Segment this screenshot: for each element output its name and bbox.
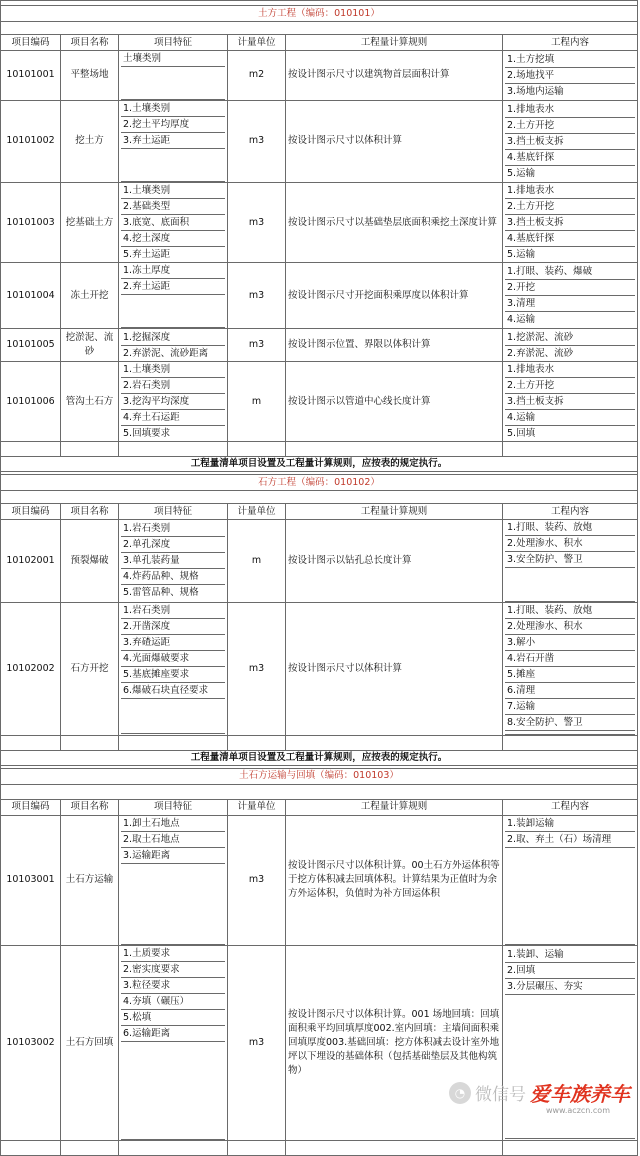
work-item: 2.取、弃土（石）场清理 — [505, 832, 635, 848]
blank-cell — [1, 22, 638, 35]
column-header: 项目名称 — [61, 799, 119, 815]
feature-item: 1.挖掘深度 — [121, 330, 225, 346]
work-cell — [503, 183, 638, 263]
work-item: 2.土方开挖 — [505, 118, 635, 134]
work-cell — [503, 362, 638, 442]
column-header: 计量单位 — [228, 35, 286, 51]
calc-rule: 按设计图示以管道中心线长度计算 — [286, 362, 503, 442]
wechat-icon: ◔ — [449, 1082, 471, 1104]
work-item: 5.摊座 — [505, 667, 635, 683]
item-unit: m3 — [228, 329, 286, 362]
work-cell — [503, 100, 638, 183]
item-name: 挖淤泥、流砂 — [61, 329, 119, 362]
work-item: 1.排地表水 — [505, 102, 635, 118]
work-gap — [505, 848, 635, 945]
work-item: 5.运输 — [507, 167, 536, 179]
calc-rule: 按设计图示尺寸开挖面积乘厚度以体积计算 — [286, 263, 503, 329]
table-row — [1, 602, 638, 735]
empty-cell — [61, 442, 119, 457]
section-title-row — [1, 6, 638, 22]
work-cell — [503, 815, 638, 946]
item-name: 挖土方 — [61, 100, 119, 183]
empty-cell — [228, 735, 286, 750]
feature-item: 2.弃淤泥、流砂距离 — [123, 347, 209, 359]
feature-item: 1.岩石类别 — [121, 521, 225, 537]
item-name: 挖基础土方 — [61, 183, 119, 263]
feature-item: 1.土壤类别 — [121, 101, 225, 117]
column-header: 工程量计算规则 — [286, 504, 503, 520]
column-header: 工程量计算规则 — [286, 799, 503, 815]
item-code: 10102002 — [1, 602, 61, 735]
work-cell — [503, 602, 638, 735]
note-row — [1, 750, 638, 765]
section-title: 土方工程（编码：010101） — [1, 6, 638, 22]
item-unit: m3 — [228, 100, 286, 183]
item-name: 管沟土石方 — [61, 362, 119, 442]
feature-item: 3.单孔装药量 — [121, 553, 225, 569]
work-cell — [503, 51, 638, 101]
feature-item: 5.回填要求 — [123, 428, 171, 439]
column-header: 计量单位 — [228, 504, 286, 520]
table-body — [1, 1, 638, 1156]
empty-cell — [61, 735, 119, 750]
item-name: 冻土开挖 — [61, 263, 119, 329]
feature-cell — [119, 362, 228, 442]
blank-row — [1, 784, 638, 799]
work-item: 4.运输 — [507, 314, 536, 325]
column-header: 项目编码 — [1, 799, 61, 815]
empty-row — [1, 735, 638, 750]
item-name: 土石方回填 — [61, 946, 119, 1141]
empty-cell — [503, 735, 638, 750]
work-item: 3.场地内运输 — [507, 85, 564, 97]
feature-item: 2.单孔深度 — [121, 537, 225, 553]
feature-item: 2.开凿深度 — [121, 619, 225, 635]
item-unit: m3 — [228, 602, 286, 735]
work-cell — [503, 263, 638, 329]
table-row — [1, 815, 638, 946]
feature-item: 6.运输距离 — [121, 1026, 225, 1042]
work-gap — [505, 568, 635, 602]
blank-cell — [1, 491, 638, 504]
item-code: 10102001 — [1, 520, 61, 603]
column-header: 工程内容 — [503, 35, 638, 51]
work-cell — [503, 520, 638, 603]
calc-rule: 按设计图示尺寸以建筑物首层面积计算 — [286, 51, 503, 101]
column-header: 项目特征 — [119, 799, 228, 815]
item-unit: m — [228, 362, 286, 442]
column-header: 项目特征 — [119, 35, 228, 51]
feature-item: 1.冻土厚度 — [121, 263, 225, 279]
feature-item: 3.底宽、底面积 — [121, 215, 225, 231]
watermark-label: 微信号 — [475, 1085, 526, 1105]
work-item: 1.排地表水 — [505, 183, 635, 199]
table-row — [1, 183, 638, 263]
table-row — [1, 51, 638, 101]
feature-cell — [119, 602, 228, 735]
section-title: 土石方运输与回填（编码：010103） — [1, 768, 638, 784]
calc-rule: 按设计图示尺寸以体积计算 — [286, 602, 503, 735]
watermark-brand: 爱车族养车 — [530, 1082, 630, 1106]
work-item: 4.运输 — [505, 410, 635, 426]
feature-cell — [119, 183, 228, 263]
work-item: 3.解小 — [505, 635, 635, 651]
watermark-url: www.aczcn.com — [545, 1106, 610, 1115]
work-item: 4.基底钎探 — [505, 231, 635, 247]
calc-rule: 按设计图示尺寸以体积计算。001 场地回填：回填面积乘平均回填厚度002.室内回填：主墙间面积乘回填厚度003.基础回填：挖方体积减去设计室外地坪以下埋设的基础体积（包括基础垫层及其他构筑物） — [286, 946, 503, 1141]
feature-item: 4.弃土石运距 — [121, 410, 225, 426]
work-item: 7.运输 — [505, 699, 635, 715]
empty-cell — [286, 735, 503, 750]
empty-row — [1, 1141, 638, 1156]
feature-item: 2.取土石地点 — [121, 832, 225, 848]
feature-gap — [121, 295, 225, 328]
work-item: 1.排地表水 — [505, 362, 635, 378]
watermark — [449, 1078, 630, 1107]
work-item: 3.清理 — [505, 296, 635, 312]
table-row — [1, 362, 638, 442]
work-item: 4.基底钎探 — [505, 150, 635, 166]
feature-item: 1.土壤类别 — [121, 362, 225, 378]
column-header: 项目名称 — [61, 35, 119, 51]
empty-cell — [61, 1141, 119, 1156]
empty-cell — [119, 442, 228, 457]
feature-item: 4.光面爆破要求 — [121, 651, 225, 667]
section-note: 工程量清单项目设置及工程量计算规则，应按表的规定执行。 — [1, 457, 638, 472]
column-header: 工程内容 — [503, 799, 638, 815]
work-gap — [505, 731, 635, 735]
feature-item: 3.弃土运距 — [121, 133, 225, 149]
column-header: 项目特征 — [119, 504, 228, 520]
feature-item: 1.土壤类别 — [121, 183, 225, 199]
work-item: 2.土方开挖 — [505, 199, 635, 215]
work-item: 3.挡土板支拆 — [505, 394, 635, 410]
feature-item: 3.弃碴运距 — [121, 635, 225, 651]
section-title-row — [1, 475, 638, 491]
work-item: 3.分层碾压、夯实 — [505, 979, 635, 995]
work-item: 8.安全防护、警卫 — [505, 715, 635, 731]
feature-item: 2.基础类型 — [121, 199, 225, 215]
work-item: 2.开挖 — [505, 280, 635, 296]
item-unit: m3 — [228, 946, 286, 1141]
header-row — [1, 35, 638, 51]
feature-item: 6.爆破石块直径要求 — [121, 683, 225, 699]
item-unit: m3 — [228, 263, 286, 329]
section-title: 石方工程（编码：010102） — [1, 475, 638, 491]
item-code: 10101002 — [1, 100, 61, 183]
feature-item: 4.夯填（碾压） — [121, 994, 225, 1010]
feature-item: 4.炸药品种、规格 — [121, 569, 225, 585]
empty-cell — [1, 442, 61, 457]
item-code: 10101005 — [1, 329, 61, 362]
feature-item: 5.弃土运距 — [123, 249, 171, 260]
feature-item: 5.雷管品种、规格 — [123, 587, 199, 599]
work-item: 2.土方开挖 — [505, 378, 635, 394]
item-unit: m3 — [228, 815, 286, 946]
column-header: 工程量计算规则 — [286, 35, 503, 51]
feature-item: 3.运输距离 — [121, 848, 225, 864]
feature-item: 2.岩石类别 — [121, 378, 225, 394]
work-item: 3.安全防护、警卫 — [505, 552, 635, 568]
header-row — [1, 504, 638, 520]
calc-rule: 按设计图示位置、界限以体积计算 — [286, 329, 503, 362]
feature-gap — [121, 149, 225, 183]
table-row — [1, 263, 638, 329]
feature-cell — [119, 51, 228, 101]
feature-item: 5.松填 — [121, 1010, 225, 1026]
empty-cell — [228, 442, 286, 457]
note-row — [1, 457, 638, 472]
column-header: 项目名称 — [61, 504, 119, 520]
work-item: 1.装卸运输 — [505, 816, 635, 832]
feature-gap — [121, 1042, 225, 1140]
item-unit: m3 — [228, 183, 286, 263]
table-row — [1, 329, 638, 362]
work-item: 6.清理 — [505, 683, 635, 699]
header-row — [1, 799, 638, 815]
work-item: 2.处理渗水、积水 — [505, 536, 635, 552]
work-item: 5.回填 — [507, 428, 536, 439]
empty-cell — [119, 1141, 228, 1156]
work-item: 1.土方挖填 — [505, 52, 635, 68]
feature-cell — [119, 263, 228, 329]
feature-item: 1.卸土石地点 — [121, 816, 225, 832]
calc-rule: 按设计图示尺寸以基础垫层底面积乘挖土深度计算 — [286, 183, 503, 263]
feature-item: 土壤类别 — [121, 51, 225, 67]
feature-item: 2.密实度要求 — [121, 962, 225, 978]
work-item: 3.挡土板支拆 — [505, 215, 635, 231]
column-header: 工程内容 — [503, 504, 638, 520]
empty-row — [1, 442, 638, 457]
section-title-row — [1, 768, 638, 784]
empty-cell — [503, 442, 638, 457]
feature-item: 1.土质要求 — [121, 946, 225, 962]
feature-cell — [119, 100, 228, 183]
item-unit: m — [228, 520, 286, 603]
empty-cell — [286, 1141, 503, 1156]
empty-cell — [1, 1141, 61, 1156]
feature-cell — [119, 946, 228, 1141]
work-item: 2.处理渗水、积水 — [505, 619, 635, 635]
item-name: 预裂爆破 — [61, 520, 119, 603]
blank-row — [1, 491, 638, 504]
work-item: 2.场地找平 — [505, 68, 635, 84]
item-name: 平整场地 — [61, 51, 119, 101]
work-item: 3.挡土板支拆 — [505, 134, 635, 150]
work-item: 1.打眼、装药、爆破 — [505, 264, 635, 280]
feature-gap — [121, 67, 225, 100]
work-gap — [505, 995, 635, 1140]
calc-rule: 按设计图示尺寸以体积计算 — [286, 100, 503, 183]
feature-cell — [119, 329, 228, 362]
work-item: 1.打眼、装药、放炮 — [505, 520, 635, 536]
feature-item: 2.弃土运距 — [121, 279, 225, 295]
item-code: 10101004 — [1, 263, 61, 329]
feature-item: 3.挖沟平均深度 — [121, 394, 225, 410]
work-item: 1.打眼、装药、放炮 — [505, 603, 635, 619]
empty-cell — [119, 735, 228, 750]
feature-gap — [121, 864, 225, 946]
feature-cell — [119, 520, 228, 603]
feature-gap — [121, 699, 225, 734]
column-header: 项目编码 — [1, 504, 61, 520]
item-code: 10103002 — [1, 946, 61, 1141]
calc-rule: 按设计图示以钻孔总长度计算 — [286, 520, 503, 603]
calc-rule: 按设计图示尺寸以体积计算。00土石方外运体积等于挖方体积减去回填体积。计算结果为正值时为余方外运体积，负值时为补方回运体积 — [286, 815, 503, 946]
feature-item: 2.挖土平均厚度 — [121, 117, 225, 133]
section-note: 工程量清单项目设置及工程量计算规则，应按表的规定执行。 — [1, 750, 638, 765]
work-cell — [503, 329, 638, 362]
column-header: 项目编码 — [1, 35, 61, 51]
work-item: 4.岩石开凿 — [505, 651, 635, 667]
work-item: 1.装卸、运输 — [505, 947, 635, 963]
empty-cell — [1, 735, 61, 750]
item-code: 10101006 — [1, 362, 61, 442]
feature-item: 5.基底摊座要求 — [121, 667, 225, 683]
table-row — [1, 100, 638, 183]
column-header: 计量单位 — [228, 799, 286, 815]
work-item: 5.运输 — [507, 249, 536, 260]
item-code: 10103001 — [1, 815, 61, 946]
item-unit: m2 — [228, 51, 286, 101]
work-item: 2.回填 — [505, 963, 635, 979]
empty-cell — [503, 1141, 638, 1156]
table-row — [1, 520, 638, 603]
empty-cell — [228, 1141, 286, 1156]
table-row — [1, 946, 638, 1141]
feature-item: 1.岩石类别 — [121, 603, 225, 619]
item-name: 石方开挖 — [61, 602, 119, 735]
item-code: 10101001 — [1, 51, 61, 101]
work-item: 1.挖淤泥、流砂 — [505, 330, 635, 346]
feature-item: 4.挖土深度 — [121, 231, 225, 247]
blank-cell — [1, 784, 638, 799]
blank-row — [1, 22, 638, 35]
work-item: 2.弃淤泥、流砂 — [507, 347, 574, 359]
item-code: 10101003 — [1, 183, 61, 263]
empty-cell — [286, 442, 503, 457]
feature-cell — [119, 815, 228, 946]
item-name: 土石方运输 — [61, 815, 119, 946]
feature-item: 3.粒径要求 — [121, 978, 225, 994]
